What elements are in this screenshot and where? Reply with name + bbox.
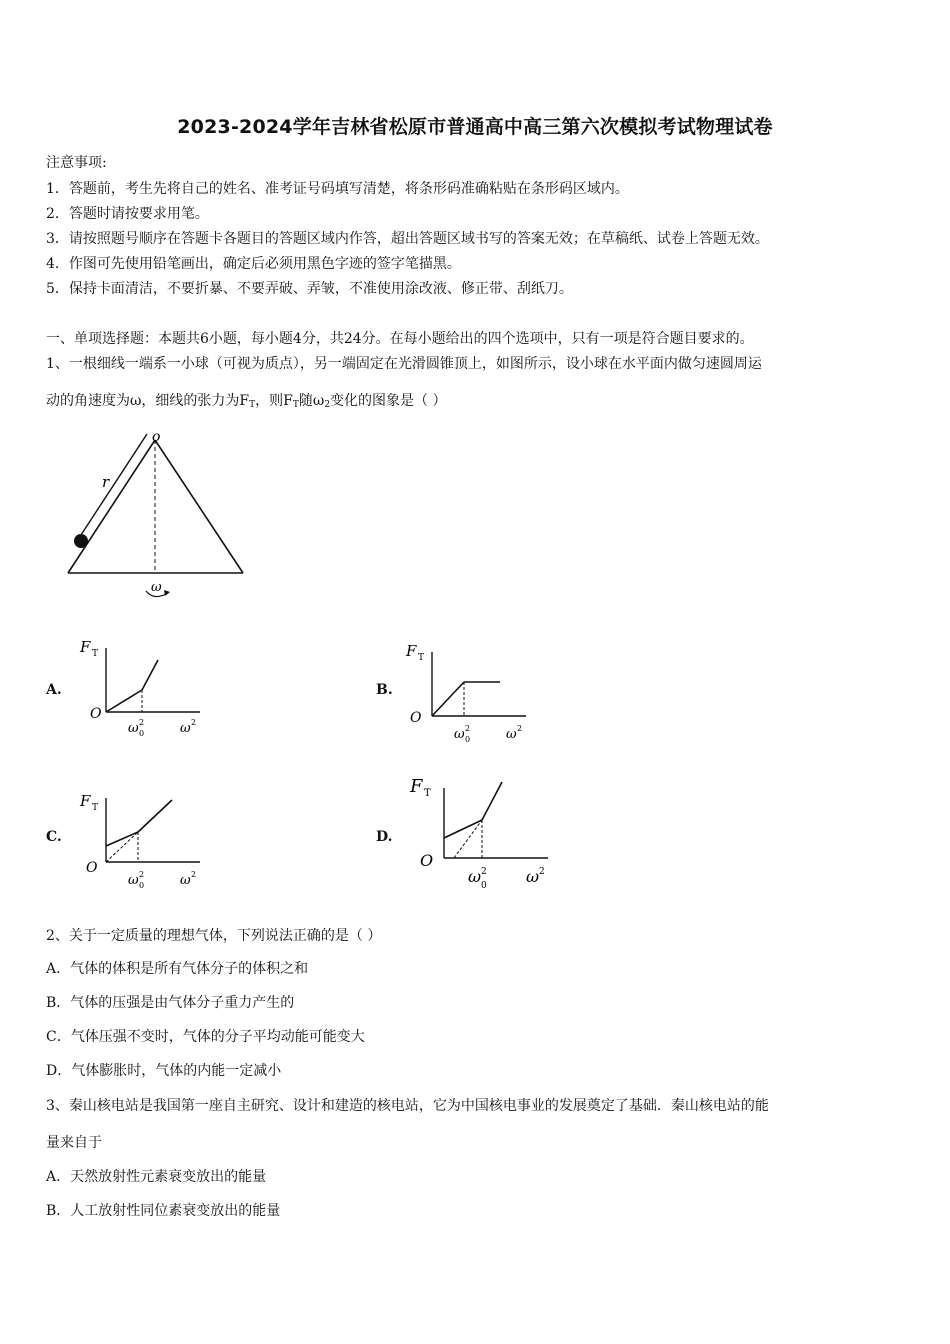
x-axis-label: ω bbox=[526, 867, 540, 886]
x-axis-sup: 2 bbox=[539, 867, 545, 877]
ball bbox=[74, 534, 88, 548]
question-1-stem-line1: 1、一根细线一端系一小球（可视为质点），另一端固定在光滑圆锥顶上，如图所示，设小球在水平面内做匀速圆周运 bbox=[46, 356, 762, 372]
q2-option-a[interactable]: A．气体的体积是所有气体分子的体积之和 bbox=[46, 961, 309, 977]
graph-segment bbox=[432, 682, 464, 716]
x0-label: ω bbox=[468, 867, 482, 886]
question-3-stem-line2: 量来自于 bbox=[46, 1135, 102, 1151]
q1-text-part: 变化的图象是（ ） bbox=[330, 393, 447, 409]
note-item: 3．请按照题号顺序在答题卡各题目的答题区域内作答，超出答题区域书写的答案无效；在草稿纸、试卷上答题无效。 bbox=[46, 231, 769, 247]
option-b-graph[interactable] bbox=[402, 640, 542, 748]
x0-sup: 2 bbox=[465, 724, 471, 733]
x-axis-label: ω bbox=[180, 873, 191, 888]
y-axis-sub: T bbox=[424, 788, 431, 799]
option-a-label[interactable]: A. bbox=[46, 682, 62, 698]
y-axis-label: F bbox=[406, 642, 417, 660]
option-c-graph[interactable] bbox=[76, 786, 216, 894]
option-d-label[interactable]: D. bbox=[376, 829, 393, 845]
note-item: 1．答题前，考生先将自己的姓名、准考证号码填写清楚，将条形码准确粘贴在条形码区域内。 bbox=[46, 181, 629, 197]
graph-segment bbox=[444, 820, 482, 838]
cone-right-edge bbox=[155, 440, 243, 573]
cone-diagram bbox=[60, 425, 260, 605]
q2-option-d[interactable]: D．气体膨胀时，气体的内能一定减小 bbox=[46, 1063, 282, 1079]
graph-segment bbox=[106, 690, 142, 712]
x-axis-label: ω bbox=[506, 727, 517, 742]
y-axis-label: F bbox=[80, 638, 91, 656]
q1-text-part: ，则F bbox=[255, 393, 293, 409]
option-a-graph[interactable] bbox=[76, 636, 216, 744]
note-item: 4．作图可先使用铅笔画出，确定后必须用黑色字迹的签字笔描黑。 bbox=[46, 256, 461, 272]
q1-subscript: T bbox=[292, 400, 299, 410]
q1-text-part: 随ω bbox=[298, 393, 325, 409]
q2-option-b[interactable]: B．气体的压强是由气体分子重力产生的 bbox=[46, 995, 295, 1011]
x-axis-sup: 2 bbox=[517, 724, 523, 733]
x0-sub: 0 bbox=[139, 729, 145, 738]
x-axis-label: ω bbox=[180, 721, 191, 736]
option-b-label[interactable]: B. bbox=[376, 682, 393, 698]
x-axis-sup: 2 bbox=[191, 870, 197, 879]
origin-label: O bbox=[90, 706, 102, 722]
question-2-stem: 2、关于一定质量的理想气体，下列说法正确的是（ ） bbox=[46, 928, 382, 944]
x0-sub: 0 bbox=[481, 881, 487, 891]
origin-label: O bbox=[410, 710, 422, 726]
page-title: 2023-2024学年吉林省松原市普通高中高三第六次模拟考试物理试卷 bbox=[177, 116, 773, 138]
option-d-graph[interactable] bbox=[408, 772, 558, 894]
x0-sup: 2 bbox=[139, 870, 145, 879]
x0-sub: 0 bbox=[465, 735, 471, 744]
rope-line bbox=[79, 434, 147, 538]
cone-left-edge bbox=[68, 440, 155, 573]
rope-label: r bbox=[102, 473, 110, 491]
section-heading: 一、单项选择题：本题共6小题，每小题4分，共24分。在每小题给出的四个选项中，只有一项是符合题目要求的。 bbox=[46, 331, 754, 347]
q3-option-a[interactable]: A．天然放射性元素衰变放出的能量 bbox=[46, 1169, 267, 1185]
origin-label: O bbox=[86, 860, 98, 876]
x0-label: ω bbox=[454, 727, 465, 742]
q1-subscript: 2 bbox=[324, 400, 331, 410]
q3-option-b[interactable]: B．人工放射性同位素衰变放出的能量 bbox=[46, 1203, 281, 1219]
rotation-arrowhead-icon bbox=[164, 590, 170, 596]
q1-text-part: 动的角速度为ω，细线的张力为F bbox=[46, 393, 250, 409]
x0-sub: 0 bbox=[139, 881, 145, 890]
question-3-stem-line1: 3、秦山核电站是我国第一座自主研究、设计和建造的核电站，它为中国核电事业的发展奠定了基础．秦山核电站的能 bbox=[46, 1098, 769, 1114]
x0-label: ω bbox=[128, 721, 139, 736]
y-axis-label: F bbox=[80, 792, 91, 810]
graph-segment bbox=[106, 832, 138, 846]
graph-segment bbox=[138, 800, 172, 832]
y-axis-sub: T bbox=[92, 649, 99, 659]
q2-option-c[interactable]: C．气体压强不变时，气体的分子平均动能可能变大 bbox=[46, 1029, 365, 1045]
vertex-label: o bbox=[152, 429, 161, 445]
option-c-label[interactable]: C. bbox=[46, 829, 62, 845]
y-axis-sub: T bbox=[92, 803, 99, 813]
question-1-stem-line2 bbox=[46, 390, 447, 410]
x0-sup: 2 bbox=[139, 718, 145, 727]
note-item: 2．答题时请按要求用笔。 bbox=[46, 206, 209, 222]
q1-subscript: T bbox=[249, 400, 256, 410]
graph-segment bbox=[142, 660, 158, 690]
notes-heading: 注意事项: bbox=[46, 155, 107, 171]
origin-label: O bbox=[420, 851, 434, 870]
graph-segment bbox=[482, 782, 502, 820]
x0-label: ω bbox=[128, 873, 139, 888]
x0-sup: 2 bbox=[481, 867, 487, 877]
omega-label: ω bbox=[151, 580, 162, 595]
note-item: 5．保持卡面清洁，不要折暴、不要弄破、弄皱，不准使用涂改液、修正带、刮纸刀。 bbox=[46, 281, 573, 297]
y-axis-sub: T bbox=[418, 653, 425, 663]
y-axis-label: F bbox=[410, 776, 423, 797]
x-axis-sup: 2 bbox=[191, 718, 197, 727]
